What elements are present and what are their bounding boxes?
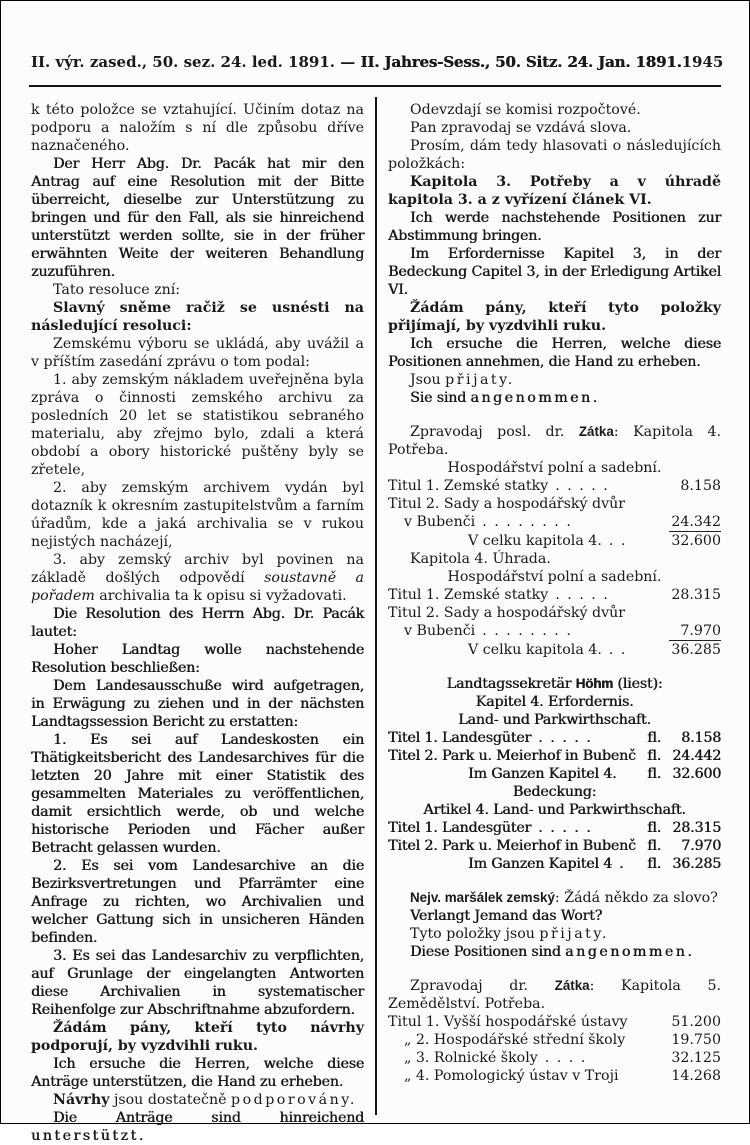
row-label: Titel 1. Landesgüter <box>388 820 532 836</box>
text-run: 3. aby zemský archiv byl povinen na základě došlých odpovědí <box>31 552 364 586</box>
paragraph <box>31 947 364 1019</box>
row-dot-leaders: . . . . . <box>538 730 593 746</box>
table-row <box>388 641 721 659</box>
text-run: soustavně a pořadem <box>31 570 364 604</box>
table-row <box>388 532 721 550</box>
text-run: Kapitola 3. Potřeby a v úhradě kapitola 3. a z vyřízení článek VI. <box>388 174 721 208</box>
table-row <box>388 586 721 604</box>
table-row <box>388 1049 721 1067</box>
header-title <box>31 53 682 71</box>
row-dot-leaders: . . . . . <box>555 478 610 494</box>
paragraph <box>388 801 721 819</box>
row-dot-leaders: . . . . . <box>538 820 593 836</box>
paragraph <box>388 889 721 907</box>
row-label: „ 3. Rolnické školy <box>404 1050 538 1066</box>
paragraph <box>31 1055 364 1091</box>
text-run: unterstützt. <box>31 1128 146 1144</box>
paragraph <box>31 857 364 947</box>
row-value: 36.285 <box>672 856 721 872</box>
row-dot-leaders: . . . . . . . . <box>482 623 573 639</box>
text-run: Návrhy <box>53 1092 110 1108</box>
row-label: Titul 1. Zemské statky <box>388 587 549 603</box>
row-value: 8.158 <box>680 478 721 494</box>
text-run: Ich werde nachstehende Positionen zur Abstimmung bringen. <box>388 210 721 244</box>
text-run: 2. aby zemským archivem vydán byl dotazník k okresním zastupitelstvům a farním úřadům, kde a jaká archivalia se v rukou nejistých nacházejí, <box>31 480 364 550</box>
paragraph <box>31 101 364 155</box>
text-run: 2. Es sei vom Landesarchive an die Bezirksvertretungen und Pfarrämter eine Anfrage zu richten, wo Archivalien und welcher Gattung sich in unsicheren Händen befinden. <box>31 858 364 946</box>
row-label: Titul 2. Sady a hospodářský dvůr <box>388 605 626 621</box>
row-dot-leaders: . . . . . <box>555 587 610 603</box>
row-label: Titel 2. Park u. Meierhof in Bubenč <box>388 748 636 764</box>
text-run: Hospodářství polní a sadební. <box>447 460 662 476</box>
paragraph <box>388 119 721 137</box>
table-row <box>388 622 721 641</box>
table-row <box>388 729 721 747</box>
text-run: Žádám pány, kteří tyto návrhy podporují, by vyzdvihli ruku. <box>31 1020 364 1054</box>
text-run: archivalia ta k opisu si vyžadovati. <box>94 588 347 604</box>
row-value: 32.600 <box>671 533 721 549</box>
text-run: Ich ersuche die Herren, welche diese Anträge unterstützen, die Hand zu erheben. <box>31 1056 364 1090</box>
row-currency-unit: fl. <box>647 730 661 746</box>
text-run: Diese Positionen sind <box>410 944 566 960</box>
text-run: 1. aby zemským nákladem uveřejněna byla zpráva o činnosti zemského archivu za posledních 20 let se statistikou sebraného materialu, aby zřejmo bylo, zdali a která období a obory historické puštěny byly se zřetele, <box>31 372 364 478</box>
row-value: 32.125 <box>671 1050 721 1066</box>
paragraph <box>388 783 721 801</box>
text-run: Der Herr Abg. Dr. Pacák hat mir den Antrag auf eine Resolution mit der Bitte überreicht, dieselbe zur Unterstützung zu bringen und für den Fall, als sie hinreichend unterstützt werden sollte, sie in der früher erwähnten Weite der weiteren Behandlung zuzuführen. <box>31 156 364 280</box>
row-dot-leaders: . . . . . . . . <box>482 514 573 530</box>
paragraph <box>388 371 721 389</box>
row-currency-unit: fl. <box>647 856 661 872</box>
table-row <box>388 604 721 622</box>
row-dot-leaders: . . <box>608 533 627 549</box>
row-label: Im Ganzen Kapitel 4. <box>468 766 617 782</box>
text-run: Höhm <box>575 676 613 691</box>
table-row <box>388 855 721 873</box>
text-run: Dem Landesausschuße wird aufgetragen, in Erwägung zu ziehen und in der nächsten Landtagssession Bericht zu erstatten: <box>31 678 364 730</box>
text-run: Bedeckung: <box>512 784 597 800</box>
row-dot-leaders: . <box>619 856 626 872</box>
text-run: jsou dostatečně <box>109 1092 231 1108</box>
paragraph <box>388 550 721 568</box>
row-value: 28.315 <box>672 820 721 836</box>
page-number: 1945 <box>681 53 724 71</box>
page-header <box>31 53 724 71</box>
text-run: Land- und Parkwirthschaft. <box>458 712 651 728</box>
table-row <box>388 1013 721 1031</box>
section-gap <box>388 407 721 423</box>
row-value: 32.600 <box>672 766 721 782</box>
text-run: Artikel 4. Land- und Parkwirthschaft. <box>423 802 686 818</box>
paragraph <box>31 677 364 731</box>
row-value: 24.342 <box>669 513 721 532</box>
text-run: 3. Es sei das Landesarchiv zu verpflichten, auf Grunlage der eingelangten Antworten diese Archivalien in systematischer Reihenfolge zur Abschriftnahme abzufordern. <box>31 948 364 1018</box>
table-row <box>388 819 721 837</box>
text-run: (liest): <box>612 676 663 692</box>
section-gap <box>388 961 721 977</box>
text-run: Prosím, dám tedy hlasovati o následujících položkách: <box>388 138 721 172</box>
row-currency-unit: fl. <box>647 838 661 854</box>
table-row <box>388 1067 721 1085</box>
row-value: 24.442 <box>672 748 721 764</box>
text-run: Žádám pány, kteří tyto položky přijímají, by vyzdvihli ruku. <box>388 300 721 334</box>
text-run: 1. Es sei auf Landeskosten ein Thätigkeitsbericht des Landesarchives für die letzten 20 Jahre mit einer Statistik des gesammelten Materiales zu veröffentlichen, damit ersichtlich werde, ob und welche historische Perioden und Fächer außer Betracht gelassen wurden. <box>31 732 364 856</box>
row-label: „ 2. Hospodářské střední školy <box>404 1032 626 1048</box>
paragraph <box>388 101 721 119</box>
text-run: — <box>340 53 361 71</box>
text-run: Die Resolution des Herrn Abg. Dr. Pacák lautet: <box>31 606 364 640</box>
paragraph <box>388 209 721 245</box>
table-row <box>388 837 721 855</box>
text-run: : Kapitola 4. Potřeba. <box>388 424 721 458</box>
paragraph <box>388 137 721 173</box>
row-value: 19.750 <box>671 1032 721 1048</box>
paragraph <box>31 1091 364 1109</box>
text-run: II. Jahres-Sess., 50. Sitz. 24. Jan. 1891. <box>360 53 682 71</box>
row-label: „ 4. Pomologický ústav v Troji <box>404 1068 619 1084</box>
text-run: Landtagssekretär <box>446 676 576 692</box>
paragraph <box>388 711 721 729</box>
paragraph <box>31 155 364 281</box>
paragraph <box>31 335 364 371</box>
text-run: Sie sind <box>410 390 471 406</box>
row-label: Titul 1. Zemské statky <box>388 478 549 494</box>
row-value: 7.970 <box>681 838 721 854</box>
text-run: Tato resoluce zní: <box>53 282 181 298</box>
paragraph <box>31 551 364 605</box>
paragraph <box>388 459 721 477</box>
table-row <box>388 495 721 513</box>
paragraph <box>31 281 364 299</box>
text-run: : Kapitola 5. Zemědělství. Potřeba. <box>388 978 721 1012</box>
text-run: Kapitola 4. Úhrada. <box>410 551 551 567</box>
paragraph <box>388 299 721 335</box>
paragraph <box>388 423 721 459</box>
table-row <box>388 477 721 495</box>
text-run: Zemskému výboru se ukládá, aby uvážil a v příštím zasedání zprávu o tom podal: <box>31 336 364 370</box>
row-currency-unit: fl. <box>647 766 661 782</box>
text-run: : Žádá někdo za slovo? <box>554 890 718 906</box>
paragraph <box>388 693 721 711</box>
paragraph <box>31 641 364 677</box>
text-run: Zátka <box>554 978 590 993</box>
paragraph <box>31 1019 364 1055</box>
row-label: Im Ganzen Kapitel 4 <box>468 856 613 872</box>
text-run: k této položce se vztahující. Učiním dotaz na podporu a naložím s ní dle způsobu dříve naznačeného. <box>31 102 364 154</box>
text-run: Zpravodaj dr. <box>410 978 555 994</box>
paragraph <box>31 479 364 551</box>
row-value: 8.158 <box>681 730 721 746</box>
text-columns <box>31 101 721 1145</box>
text-run: přijaty. <box>445 372 515 388</box>
paragraph <box>388 389 721 407</box>
text-run: Pan zpravodaj se vzdává slova. <box>410 120 632 136</box>
row-label: Titel 1. Landesgüter <box>388 730 532 746</box>
paragraph <box>388 335 721 371</box>
row-label: v Bubenči <box>404 623 476 639</box>
text-run: Zpravodaj posl. dr. <box>410 424 579 440</box>
table-row <box>388 1031 721 1049</box>
paragraph <box>31 371 364 479</box>
text-run: Jsou <box>410 372 446 388</box>
row-value: 7.970 <box>669 622 721 641</box>
paragraph <box>388 925 721 943</box>
paragraph <box>388 907 721 925</box>
paragraph <box>388 245 721 299</box>
table-row <box>388 513 721 532</box>
text-run: Tyto položky jsou <box>410 926 540 942</box>
paragraph <box>388 977 721 1013</box>
text-run: Verlangt Jemand das Wort? <box>410 908 603 924</box>
text-run: Die Anträge sind hinreichend <box>53 1110 364 1126</box>
column-right <box>388 101 721 1145</box>
paragraph <box>31 1109 364 1145</box>
paragraph <box>388 568 721 586</box>
row-value: 51.200 <box>671 1014 721 1030</box>
text-run: Slavný sněme račiž se usnésti na následující resoluci: <box>31 300 364 334</box>
row-label: Titel 2. Park u. Meierhof in Bubenč <box>388 838 636 854</box>
text-run: Hospodářství polní a sadební. <box>447 569 662 585</box>
section-gap <box>388 659 721 675</box>
row-dot-leaders: . . . . <box>544 1050 587 1066</box>
text-run: angenommen. <box>565 944 695 960</box>
text-run: podporovány. <box>230 1092 357 1108</box>
paragraph <box>31 731 364 857</box>
text-run: II. výr. zased., 50. sez. 24. led. 1891. <box>31 53 341 71</box>
row-label: Titul 2. Sady a hospodářský dvůr <box>388 496 626 512</box>
row-label: v Bubenči <box>404 514 476 530</box>
paragraph <box>388 675 721 693</box>
column-left <box>31 101 364 1145</box>
table-row <box>388 765 721 783</box>
text-run: Im Erfordernisse Kapitel 3, in der Bedeckung Capitel 3, in der Erledigung Artikel VI. <box>388 246 721 298</box>
section-gap <box>388 873 721 889</box>
row-currency-unit: fl. <box>647 820 661 836</box>
text-run: Zátka <box>578 424 614 439</box>
text-run: Nejv. maršálek zemský <box>410 890 555 905</box>
row-dot-leaders: . . <box>608 642 627 658</box>
paragraph <box>31 605 364 641</box>
row-value: 36.285 <box>671 642 721 658</box>
paragraph <box>388 173 721 209</box>
table-row <box>388 747 721 765</box>
row-label: Titul 1. Vyšší hospodářské ústavy <box>388 1014 628 1030</box>
row-value: 14.268 <box>671 1068 721 1084</box>
row-currency-unit: fl. <box>647 748 661 764</box>
text-run: Ich ersuche die Herren, welche diese Positionen annehmen, die Hand zu erheben. <box>388 336 721 370</box>
row-label: V celku kapitola 4. <box>468 642 602 658</box>
text-run: Hoher Landtag wolle nachstehende Resolution beschließen: <box>31 642 364 676</box>
header-rule <box>29 85 721 87</box>
row-label: V celku kapitola 4. <box>468 533 602 549</box>
paragraph <box>388 943 721 961</box>
row-value: 28.315 <box>671 587 721 603</box>
text-run: přijaty. <box>539 926 610 942</box>
paragraph <box>31 299 364 335</box>
text-run: Odevzdají se komisi rozpočtové. <box>410 102 641 118</box>
text-run: angenommen. <box>470 390 600 406</box>
text-run: Kapitel 4. Erfordernis. <box>475 694 634 710</box>
